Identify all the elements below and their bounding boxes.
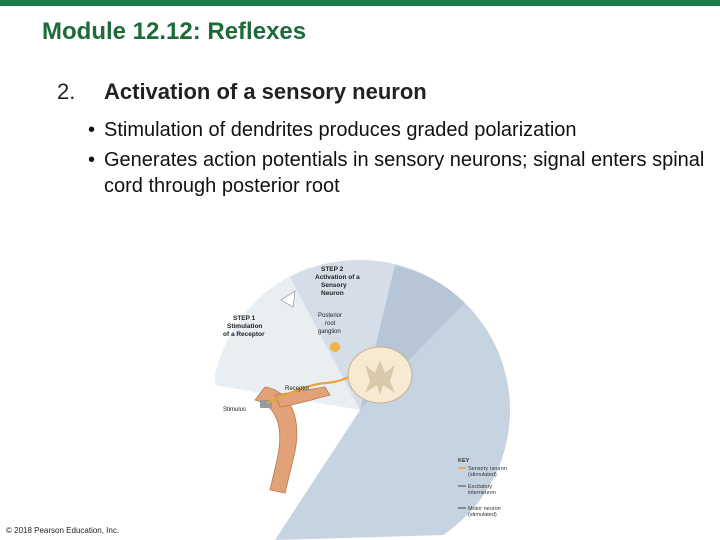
- copyright-notice: © 2018 Pearson Education, Inc.: [6, 526, 120, 535]
- step2-line: Neuron: [321, 290, 344, 297]
- step1-line: STEP 1: [233, 315, 256, 322]
- bullet-text: Generates action potentials in sensory neurons; signal enters spinal cord through posterior root: [104, 149, 705, 197]
- reflex-diagram: [215, 255, 535, 540]
- bullet-icon: •: [88, 149, 96, 171]
- step1-line: Stimulation: [227, 323, 263, 330]
- slide-title: Module 12.12: Reflexes: [42, 18, 307, 45]
- step2-line: Sensory: [321, 282, 347, 289]
- step2-line: STEP 2: [321, 266, 344, 273]
- key-item: Motor neuron: [468, 506, 501, 512]
- section-number: 2.: [57, 79, 76, 104]
- step1-line: of a Receptor: [223, 331, 265, 338]
- top-accent-bar: [0, 0, 720, 6]
- step2-line: Activation of a: [315, 274, 360, 281]
- bullet-icon: •: [88, 119, 96, 141]
- ganglion-line: root: [325, 321, 336, 327]
- key-title: KEY: [458, 458, 470, 464]
- bullet-item: [88, 117, 708, 143]
- key-item: (stimulated): [468, 512, 497, 518]
- bullet-list: [88, 117, 708, 203]
- ganglion-line: ganglion: [318, 329, 341, 335]
- key-item: (stimulated): [468, 472, 497, 478]
- receptor-label: Receptor: [285, 386, 310, 392]
- ganglion-line: Posterior: [318, 313, 343, 319]
- ganglion-icon: [330, 342, 340, 352]
- key-item: Excitatory: [468, 484, 493, 490]
- stimulus-label: Stimulus: [223, 407, 247, 413]
- key-item: interneuron: [468, 490, 496, 496]
- key-item: Sensory neuron: [468, 466, 507, 472]
- bullet-item: [88, 147, 708, 199]
- bullet-text: Stimulation of dendrites produces graded polarization: [104, 119, 577, 141]
- section-heading: Activation of a sensory neuron: [104, 79, 427, 104]
